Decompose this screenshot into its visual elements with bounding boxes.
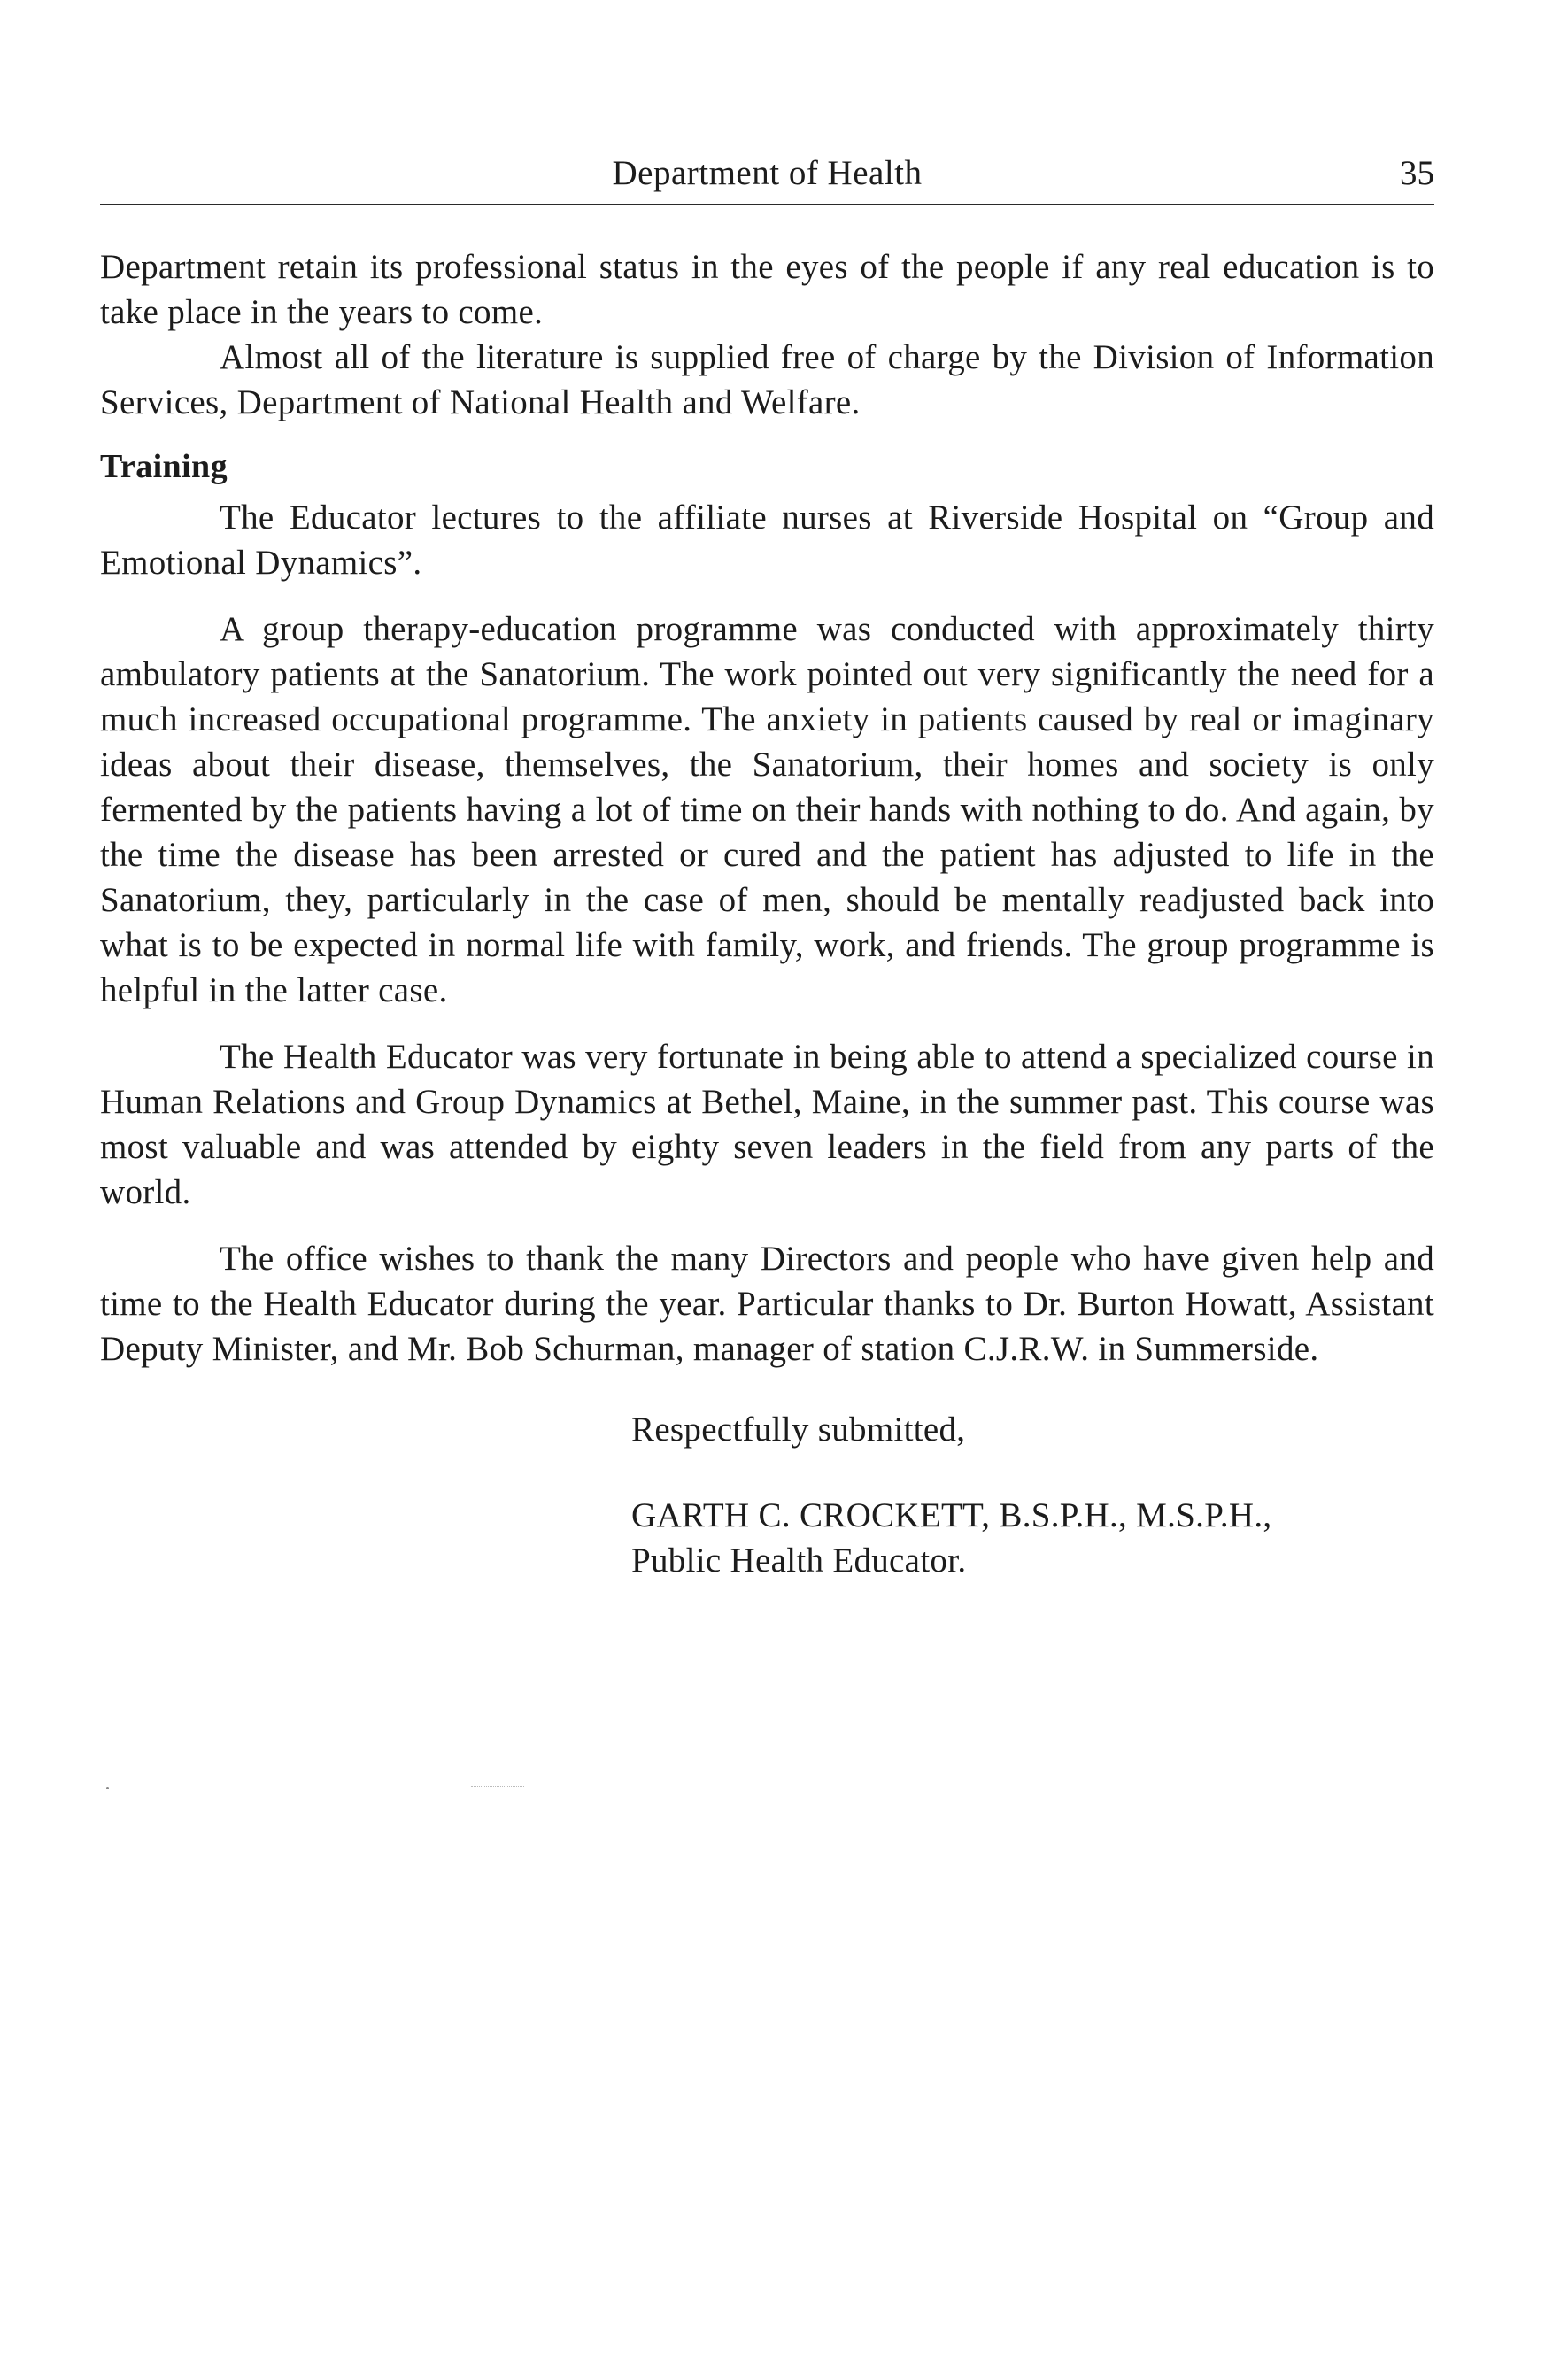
header-rule (100, 204, 1434, 205)
signatory-name: GARTH C. CROCKETT, B.S.P.H., M.S.P.H., (631, 1496, 1272, 1534)
scan-speck (106, 1787, 109, 1789)
paragraph-continuation: Department retain its professional status in the eyes of the people if any real education is to take place in the years to come. (100, 248, 1434, 331)
paragraph-lectures: The Educator lectures to the affiliate nurses at Riverside Hospital on “Group and Emotional Dynamics”. (100, 498, 1434, 582)
paragraph-thanks: The office wishes to thank the many Directors and people who have given help and time to the Health Educator during the year. Particular thanks to Dr. Burton Howatt, Assistant Deputy Minister, and Mr. Bob Schurman, manager of station C.J.R.W. in Summerside. (100, 1240, 1434, 1368)
closing-line: Respectfully submitted, (631, 1410, 966, 1449)
body-text (100, 244, 1434, 1372)
document-page (100, 149, 1434, 1583)
running-header (100, 149, 1434, 198)
paragraph-course: The Health Educator was very fortunate in being able to attend a specialized course in Human Relations and Group Dynamics at Bethel, Maine, in the summer past. This course was most valuable and was attended by eighty seven leaders in the field from any parts of the world. (100, 1038, 1434, 1211)
signatory-title: Public Health Educator. (631, 1542, 967, 1580)
section-heading-training: Training (100, 448, 228, 485)
page-number: 35 (1400, 154, 1434, 192)
paragraph-group-therapy: A group therapy-education programme was conducted with approximately thirty ambulatory patients at the Sanatorium. The work pointed out very significantly the need for a much increased occupational programme. The anxiety in patients caused by real or imaginary ideas about their disease, themselves, the Sanatorium, their homes and society is only fermented by the patients having a lot of time on their hands with nothing to do. And again, by the time the disease has been arrested or cured and the patient has adjusted to life in the Sanatorium, they, particularly in the case of men, should be mentally readjusted back into what is to be expected in normal life with family, work, and friends. The group programme is helpful in the latter case. (100, 610, 1434, 1009)
signature-block (100, 1407, 1434, 1583)
running-title: Department of Health (612, 154, 923, 192)
scan-mark (471, 1786, 524, 1787)
paragraph-literature: Almost all of the literature is supplied free of charge by the Division of Information Services, Department of National Health and Welfare. (100, 338, 1434, 421)
